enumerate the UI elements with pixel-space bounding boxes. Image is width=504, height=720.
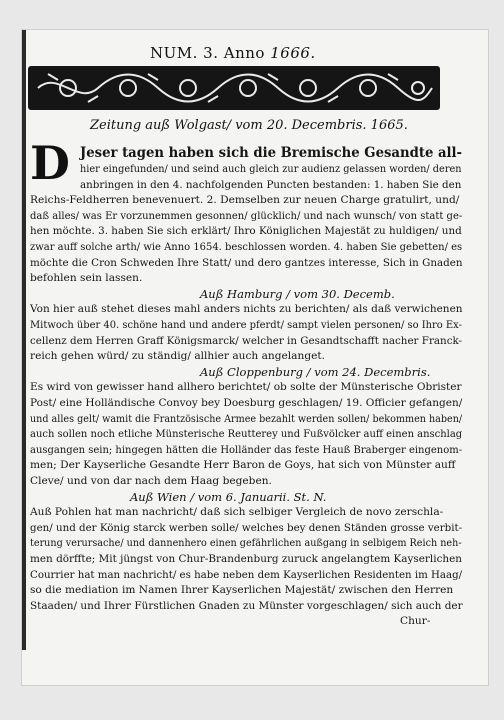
article-line: Post/ eine Holländische Convoy bey Doesburg geschlagen/ 19. Officier gefangen/ [30, 397, 463, 409]
article-line: ausgangen sein; hingegen hätten die Holländer das feste Hauß Braberger eingenom- [30, 443, 463, 456]
article-line: Courrier hat man nachricht/ es habe neben dem Kayserlichen Residenten im Haag/ [30, 568, 463, 581]
article-line: Es wird von gewisser hand allhero berichtet/ ob solte der Münsterische Obrister [30, 381, 462, 394]
article-line: hier eingefunden/ und seind auch gleich zur audienz gelassen worden/ deren [80, 163, 462, 175]
issue-anno: Anno [223, 44, 265, 62]
article-line: Jeser tagen haben sich die Bremische Gesandte all- [80, 145, 463, 161]
article-line: daß alles/ was Er vorzunemmen gesonnen/ glücklich/ und nach wunsch/ von statt ge- [30, 209, 463, 222]
article-line: auch sollen noch etliche Münsterische Reutterey und Fußvölcker auff einen anschlag [30, 428, 463, 441]
article-line: Cleve/ und von dar nach dem Haag begeben. [30, 475, 272, 487]
article-line: möchte die Cron Schweden Ihre Statt/ und dero gantzes interesse, Sich in Gnaden [30, 256, 463, 269]
issue-header [150, 44, 316, 62]
article-line: Staaden/ und Ihrer Fürstlichen Gnaden zu Münster vorgeschlagen/ sich auch der [30, 599, 463, 612]
article-line: Chur- [400, 615, 431, 628]
floral-ornament-icon [28, 66, 440, 110]
section-dateline: Auß Cloppenburg / vom 24. Decembris. [200, 364, 431, 379]
issue-number: NUM. 3. [150, 44, 219, 62]
article-line: men; Der Kayserliche Gesandte Herr Baron de Goys, hat sich von Münster auff [30, 459, 456, 472]
drop-cap: D [30, 136, 70, 190]
article-line: gen/ und der König starck werben solle/ welches bey denen Ständen grosse verbit- [30, 521, 463, 534]
article-line: und alles gelt/ wamit die Frantzösische Armee bezahlt werden sollen/ bekommen haben/ [30, 412, 463, 425]
article-line: Mitwoch über 40. schöne hand und andere pferdt/ sampt vielen personen/ so Ihro Ex- [30, 319, 462, 331]
article-line: terung verursache/ und dannenhero einen gefährlichen außgang in selbigem Reich neh- [30, 537, 462, 550]
section-dateline: Auß Hamburg / vom 30. Decemb. [200, 286, 395, 301]
article-line: Auß Pohlen hat man nachricht/ daß sich selbiger Vergleich de novo zerschla- [30, 506, 444, 519]
article-line: Reichs-Feldherren benevenuert. 2. Demselben zur neuen Charge gratulirt, und/ [30, 194, 460, 207]
issue-year: 1666. [270, 44, 316, 62]
article-line: cellenz dem Herren Graff Königsmarck/ welcher in Gesandtschafft nacher Franck- [30, 334, 463, 347]
article-line: hen möchte. 3. haben Sie sich erklärt/ Ihro Königlichen Majestät zu huldigen/ und [30, 225, 462, 238]
article-line: reich gehen würd/ zu ständig/ allhier auch angelanget. [30, 350, 326, 363]
article-line: anbringen in den 4. nachfolgenden Puncten bestanden: 1. haben Sie den [80, 178, 462, 191]
page-spine-shadow [22, 30, 26, 650]
article-line: zwar auff solche arth/ wie Anno 1654. beschlossen worden. 4. haben Sie gebetten/ es [30, 241, 463, 253]
article-line: men dörffte; Mit jüngst von Chur-Brandenburg zuruck angelangtem Kayserlichen [30, 553, 463, 565]
dateline-wolgast: Zeitung auß Wolgast/ vom 20. Decembris. 1665. [90, 118, 408, 133]
article-line: befohlen sein lassen. [30, 272, 143, 285]
section-dateline: Auß Wien / vom 6. Januarii. St. N. [130, 489, 327, 504]
article-line: so die mediation im Namen Ihrer Kayserlichen Majestät/ zwischen den Herren [30, 584, 454, 597]
article-line: Von hier auß stehet dieses mahl anders nichts zu berichten/ als daß verwichenen [30, 303, 463, 316]
